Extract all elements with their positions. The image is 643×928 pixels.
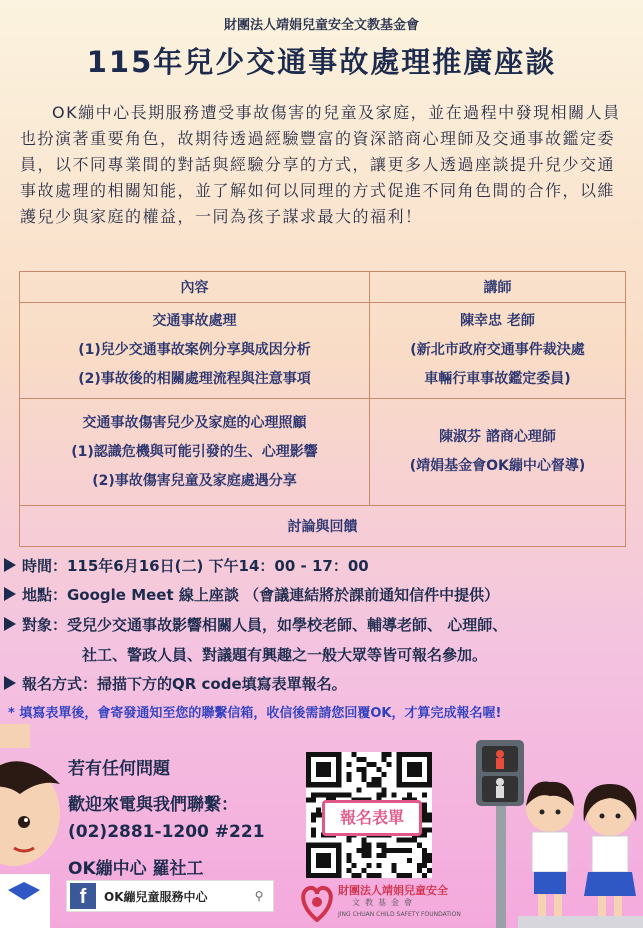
table-row: [20, 506, 626, 547]
session-item: (2)事故後的相關處理流程與注意事項: [78, 371, 311, 387]
contact-phone[interactable]: (02)2881-1200 #221: [68, 822, 265, 842]
logo-text: 財團法人靖娟兒童安全: [338, 884, 448, 897]
column-header-content: 內容: [20, 272, 370, 303]
session-title: 交通事故傷害兒少及家庭的心理照顧: [82, 414, 307, 431]
boy-cartoon-icon: [0, 724, 62, 928]
session-item: (2)事故傷害兒童及家庭處遇分享: [92, 472, 297, 489]
search-icon: ⚲: [254, 889, 264, 903]
session-item: (1)認識危機與可能引發的生、心理影響: [71, 443, 318, 460]
column-header-speaker: 講師: [370, 272, 626, 303]
schedule-table: [19, 271, 626, 547]
time-line: [4, 555, 639, 577]
signup-line: [4, 673, 639, 695]
speaker-title: (靖娟基金會OK繃中心督導): [409, 458, 586, 474]
speaker-name: 陳淑芬 諮商心理師: [439, 429, 556, 445]
logo-text: JING CHUAN CHILD SAFETY FOUNDATION: [338, 911, 461, 918]
session-content-cell: [20, 399, 370, 506]
audience-text: 對象：受兒少交通事故影響相關人員，如學校老師、輔導老師、 心理師、: [22, 616, 508, 634]
speaker-title: (新北市政府交通事件裁決處: [410, 342, 585, 358]
time-text: 時間：115年6月16日(二) 下午14：00 - 17：00: [22, 557, 369, 575]
discussion-cell: 討論與回饋: [20, 506, 626, 547]
logo-text: 文教基金會: [352, 898, 417, 907]
page-title: 115年兒少交通事故處理推廣座談: [86, 45, 557, 79]
facebook-icon: f: [70, 883, 96, 909]
speaker-name: 陳幸忠 老師: [460, 313, 535, 329]
arrow-icon: [4, 587, 16, 601]
signup-note: * 填寫表單後，會寄發通知至您的聯繫信箱，收信後需請您回覆OK，才算完成報名喔!: [8, 706, 502, 721]
intro-paragraph: OK繃中心長期服務遭受事故傷害的兒童及家庭，並在過程中發現相關人員也扮演著重要角色，故期待透過經驗豐富的資深諮商心理師及交通事故鑑定委員，以不同專業間的對話與經驗分享的方式，讓更多人透過座談提升兒少交通事故處理的相關知能，並了解如何以同理的方式促進不同角色間的合作，以維護兒少與家庭的權益，一同為孩子謀求最大的福利！: [20, 103, 621, 226]
foundation-logo-icon: [298, 882, 336, 922]
children-cartoon-icon: [518, 778, 643, 928]
contact-person: OK繃中心 羅社工: [68, 859, 204, 879]
session-content-cell: [20, 303, 370, 399]
qr-label: 報名表單: [322, 800, 422, 836]
facebook-page-name: OK繃兒童服務中心: [104, 889, 208, 904]
organization-name: 財團法人靖娟兒童安全文教基金會: [223, 18, 419, 33]
arrow-icon: [4, 676, 16, 690]
audience-line: [4, 614, 639, 636]
table-row: [20, 303, 626, 399]
facebook-search-bar[interactable]: [66, 880, 274, 912]
session-item: (1)兒少交通事故案例分享與成因分析: [78, 342, 311, 358]
place-line: [4, 584, 639, 606]
table-row: [20, 399, 626, 506]
speaker-cell: [370, 303, 626, 399]
signup-text: 報名方式：掃描下方的QR code填寫表單報名。: [22, 675, 347, 693]
audience-line-2: 社工、警政人員、對議題有興趣之一般大眾等皆可報名參加。: [82, 646, 488, 664]
session-title: 交通事故處理: [152, 313, 237, 329]
speaker-title: 車輛行車事故鑑定委員): [424, 371, 571, 387]
contact-line-1: 若有任何問題: [68, 759, 170, 779]
place-text: 地點：Google Meet 線上座談 （會議連結將於課前通知信件中提供）: [22, 586, 500, 604]
contact-line-2: 歡迎來電與我們聯繫：: [68, 795, 238, 815]
arrow-icon: [4, 617, 16, 631]
speaker-cell: [370, 399, 626, 506]
arrow-icon: [4, 558, 16, 572]
